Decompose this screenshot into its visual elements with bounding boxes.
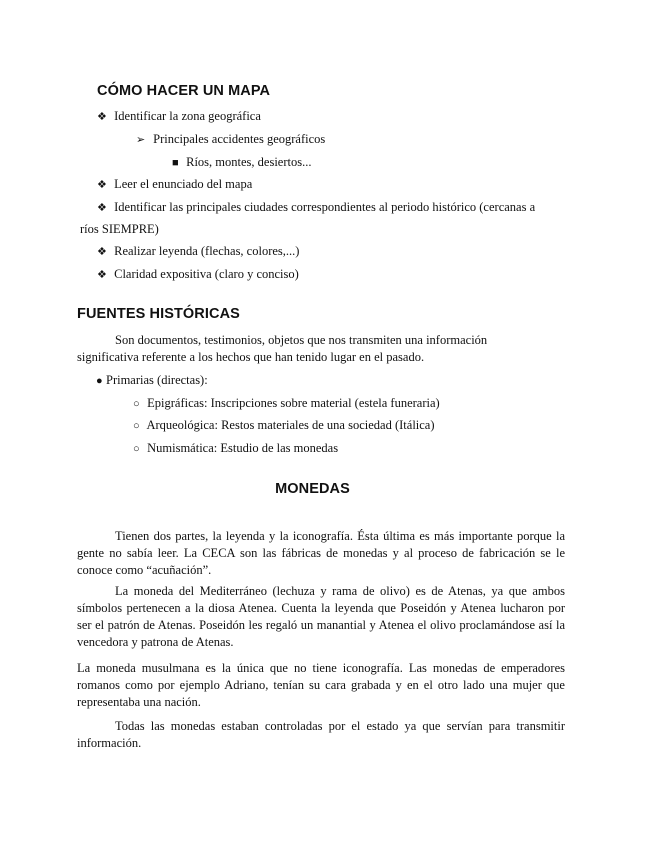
mapa-subsubitem: ■ Ríos, montes, desiertos... <box>172 154 311 172</box>
circle-bullet-icon: ○ <box>133 420 140 432</box>
fuentes-primarias: ● Primarias (directas): <box>96 372 208 390</box>
dot-bullet-icon: ● <box>96 375 103 387</box>
monedas-paragraph-1: Tienen dos partes, la leyenda y la iconografía. Ésta última es más importante porque la gente no sabía leer. La CECA son las fábricas de monedas y al proceso de fabricación se le conoce como “acuñación”. <box>77 529 565 577</box>
mapa-heading: CÓMO HACER UN MAPA <box>97 83 271 99</box>
diamond-bullet-icon: ❖ <box>97 246 107 258</box>
fuentes-subitem: ○ Arqueológica: Restos materiales de una sociedad (Itálica) <box>133 417 435 435</box>
diamond-bullet-icon: ❖ <box>97 269 107 281</box>
square-bullet-icon: ■ <box>172 157 179 169</box>
mapa-item: ❖ Leer el enunciado del mapa <box>97 176 252 194</box>
monedas-heading: MONEDAS <box>275 481 350 497</box>
monedas-paragraph-3: La moneda musulmana es la única que no tiene iconografía. Las monedas de emperadores romanos como por ejemplo Adriano, tenían su cara grabada y en el otro lado una mujer que representaba una nación. <box>77 661 565 709</box>
fuentes-intro-line: significativa referente a los hechos que han tenido lugar en el pasado. <box>77 350 425 364</box>
mapa-item: ❖ Claridad expositiva (claro y conciso) <box>97 266 299 284</box>
diamond-bullet-icon: ❖ <box>97 202 107 214</box>
fuentes-subitem: ○ Epigráficas: Inscripciones sobre material (estela funeraria) <box>133 395 440 413</box>
fuentes-heading: FUENTES HISTÓRICAS <box>77 306 240 322</box>
monedas-paragraph-2: La moneda del Mediterráneo (lechuza y rama de olivo) es de Atenas, ya que ambos símbolos pertenecen a la diosa Atenea. Cuenta la leyenda que Poseidón y Atenea lucharon por ser el patrón de Atenas. Poseidón les regaló un manantial y Atenea el olivo proclamándose así la vencedora y patrona de Atenas. <box>77 584 565 649</box>
diamond-bullet-icon: ❖ <box>97 179 107 191</box>
mapa-item: ❖ Identificar las principales ciudades correspondientes al periodo histórico (cercanas a <box>97 199 535 217</box>
mapa-item-continuation: ríos SIEMPRE) <box>80 222 159 236</box>
diamond-bullet-icon: ❖ <box>97 111 107 123</box>
mapa-item: ❖ Identificar la zona geográfica <box>97 108 261 126</box>
fuentes-subitem: ○ Numismática: Estudio de las monedas <box>133 440 338 458</box>
monedas-paragraph-4: Todas las monedas estaban controladas por el estado ya que servían para transmitir información. <box>77 719 565 750</box>
circle-bullet-icon: ○ <box>133 443 140 455</box>
arrow-bullet-icon: ➢ <box>136 134 146 146</box>
fuentes-intro-line: Son documentos, testimonios, objetos que nos transmiten una información <box>115 333 488 347</box>
mapa-item: ❖ Realizar leyenda (flechas, colores,...) <box>97 243 299 261</box>
circle-bullet-icon: ○ <box>133 398 140 410</box>
mapa-subitem: ➢ Principales accidentes geográficos <box>136 131 325 149</box>
